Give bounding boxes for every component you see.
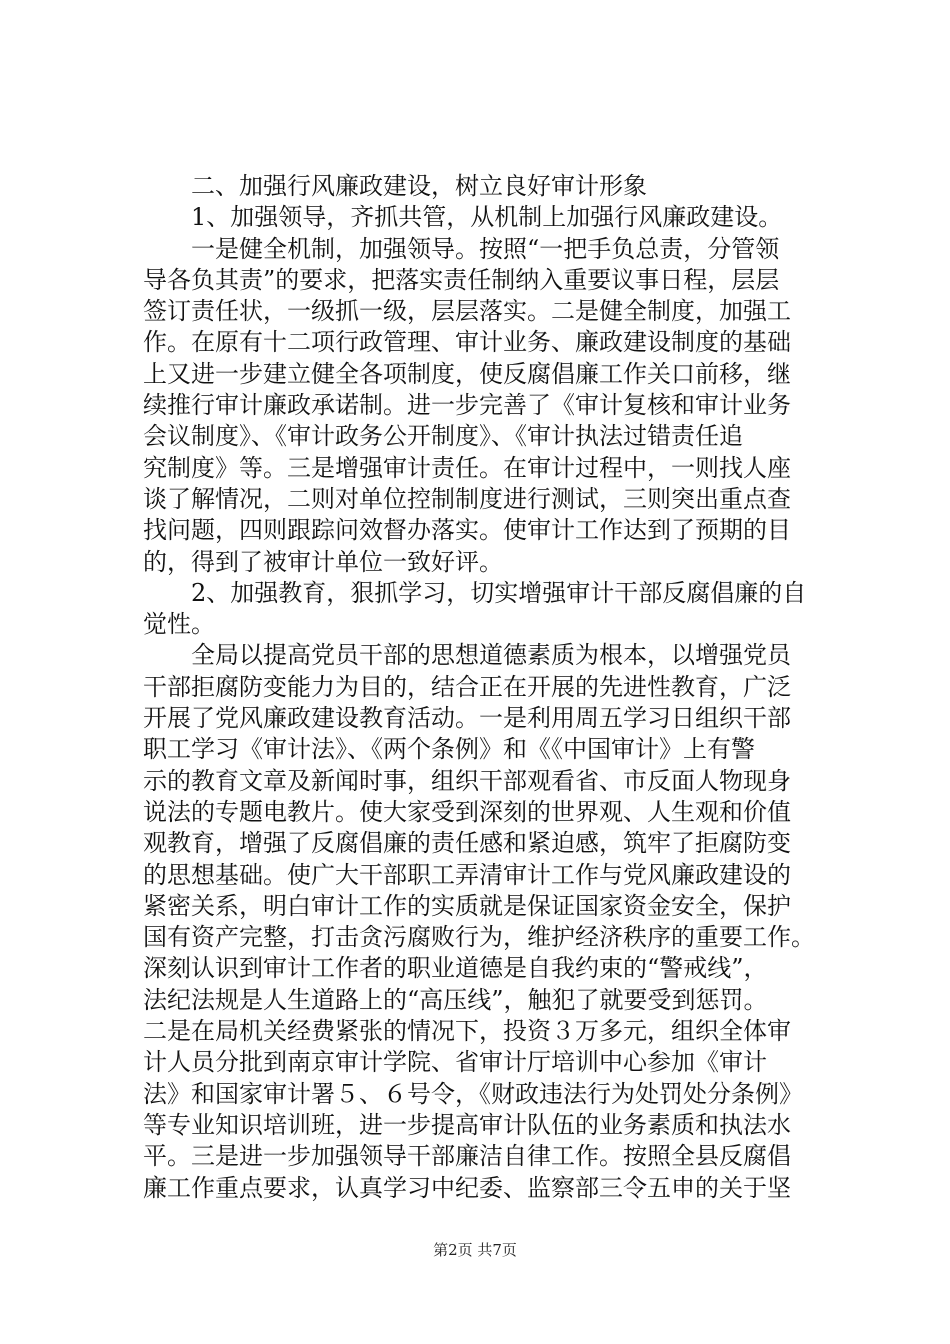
text-line: 二是在局机关经费紧张的情况下，投资３万多元，组织全体审 [143, 1017, 791, 1046]
text-line: 职工学习《审计法》、《两个条例》和《《中国审计》上有警 [143, 735, 755, 764]
text-line: 等专业知识培训班，进一步提高审计队伍的业务素质和执法水 [143, 1110, 791, 1139]
text-line: 法纪法规是人生道路上的“高压线”，触犯了就要受到惩罚。 [143, 985, 768, 1014]
text-line: 示的教育文章及新闻时事，组织干部观看省、市反面人物现身 [143, 766, 791, 795]
text-line: 的思想基础。使广大干部职工弄清审计工作与党风廉政建设的 [143, 860, 791, 889]
text-line: 觉性。 [143, 610, 215, 639]
text-line: 作。在原有十二项行政管理、审计业务、廉政建设制度的基础 [143, 328, 791, 357]
text-line: 究制度》等。三是增强审计责任。在审计过程中，一则找人座 [143, 453, 791, 482]
text-line: 开展了党风廉政建设教育活动。一是利用周五学习日组织干部 [143, 704, 791, 733]
text-line: 会议制度》、《审计政务公开制度》、《审计执法过错责任追 [143, 422, 743, 451]
text-line: 1、加强领导，齐抓共管，从机制上加强行风廉政建设。 [143, 203, 783, 232]
text-line: 全局以提高党员干部的思想道德素质为根本，以增强党员 [143, 641, 791, 670]
text-line: 导各负其责”的要求，把落实责任制纳入重要议事日程，层层 [143, 265, 780, 294]
text-line: 签订责任状，一级抓一级，层层落实。二是健全制度，加强工 [143, 297, 791, 326]
text-line: 上又进一步建立健全各项制度，使反腐倡廉工作关口前移，继 [143, 359, 791, 388]
text-line: 2、加强教育，狠抓学习，切实增强审计干部反腐倡廉的自 [143, 578, 807, 607]
text-line: 平。三是进一步加强领导干部廉洁自律工作。按照全县反腐倡 [143, 1142, 791, 1171]
text-line: 国有资产完整，打击贪污腐败行为，维护经济秩序的重要工作。 [143, 923, 815, 952]
text-line: 找问题，四则跟踪问效督办落实。使审计工作达到了预期的目 [143, 516, 791, 545]
text-line: 二、加强行风廉政建设，树立良好审计形象 [143, 172, 647, 200]
text-line: 干部拒腐防变能力为目的，结合正在开展的先进性教育，广泛 [143, 672, 791, 701]
text-line: 说法的专题电教片。使大家受到深刻的世界观、人生观和价值 [143, 797, 791, 826]
text-line: 观教育，增强了反腐倡廉的责任感和紧迫感，筑牢了拒腐防变 [143, 829, 791, 858]
text-line: 廉工作重点要求，认真学习中纪委、监察部三令五申的关于坚 [143, 1173, 791, 1202]
text-line: 计人员分批到南京审计学院、省审计厅培训中心参加《审计 [143, 1048, 767, 1077]
text-line: 紧密关系，明白审计工作的实质就是保证国家资金安全，保护 [143, 891, 791, 920]
text-line: 法》和国家审计署５、６号令，《财政违法行为处罚处分条例》 [143, 1079, 803, 1108]
page-number-footer: 第2页 共7页 [433, 1241, 517, 1259]
text-line: 一是健全机制，加强领导。按照“一把手负总责，分管领 [143, 234, 780, 263]
text-line: 深刻认识到审计工作者的职业道德是自我约束的“警戒线”， [143, 954, 768, 983]
text-line: 的，得到了被审计单位一致好评。 [143, 547, 503, 576]
body-text [143, 171, 833, 1204]
text-line: 续推行审计廉政承诺制。进一步完善了《审计复核和审计业务 [143, 391, 791, 420]
text-line: 谈了解情况，二则对单位控制制度进行测试，三则突出重点查 [143, 484, 791, 513]
